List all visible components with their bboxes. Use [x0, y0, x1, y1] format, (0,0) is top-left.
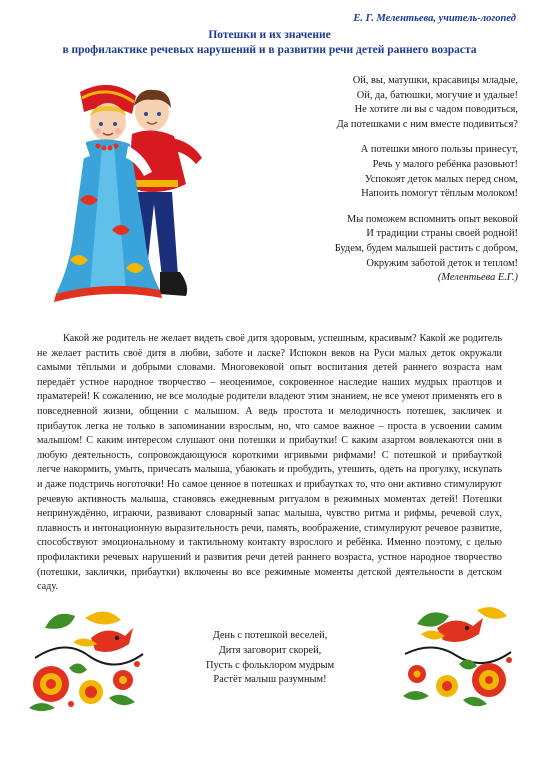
- document-title: [0, 28, 539, 58]
- khokhloma-ornament-left: [25, 598, 153, 716]
- closing-line: Дитя заговорит скорей,: [218, 644, 322, 656]
- poem-line: Напоить помогут тёплым молоком!: [361, 188, 518, 200]
- title-line-2: в профилактике речевых нарушений и в развитии речи детей раннего возраста: [62, 44, 477, 56]
- poem-stanza: [248, 74, 518, 132]
- poem-signature: (Мелентьева Е.Г.): [437, 272, 518, 284]
- closing-line: День с потешкой веселей,: [212, 630, 328, 641]
- poem-line: Да потешками с ним вместе подивиться?: [336, 118, 518, 130]
- poem-line: Окружим заботой деток и теплом!: [366, 257, 518, 269]
- poem-stanza: [248, 213, 518, 286]
- poem-line: Мы поможем вспомнить опыт вековой: [347, 213, 518, 225]
- main-paragraph: Какой же родитель не желает видеть своё дитя здоровым, успешным, красивым? Какой же родитель не желает растить своё дитя в любви, заботе и ласке? Испокон веков на Руси малых деток окружали самыми тёплыми и добрыми словами. Многовековой опыт воспитания детей раннего возраста нам передаёт устное народное творчество – неоценимое, сокровенное наследие наших мудрых праотцов и праматерей! К сожалению, не все молодые родители владеют этим знанием, не все умеют применять его в повседневной жизни, общении с малышом. А ведь простота и мелодичность потешек, закличек и прибауток легка не только в запоминании взрослым, но, что самое важное – проста в усвоении самим малышом! С каким интересом слушают они потешки и прибаутки! С каким азартом вовлекаются они в любую деятельность, сопровождающуюся короткими игривыми рифмами! С потешкой и прибауткой легче накормить, умыть, причесать малыша, убаюкать и пробудить, утешить, одеть на прогулку, искупать и даже подстричь ноготочки! Но самое ценное в потешках и прибаутках то, что они активно стимулируют речевую активность малыша, становясь ежедневным ритуалом в режимных моментах детей! Потешки непринуждённо, играючи, развивают словарный запас малыша, чувство ритма и рифмы, речевой слух, плавность и интонационную выразительность речи, память, воображение, стимулируют речевое развитие, способствуют эмоциональному и тактильному контакту взрослого и ребёнка. Именно поэтому, с целью профилактики речевых нарушений и развития речи детей раннего возраста, устное народное творчество (потешки, заклички, прибаутки) включены во все режимные моменты детской деятельности в детском саду.: [37, 333, 502, 593]
- title-line-1: Потешки и их значение: [208, 29, 331, 41]
- folk-children-illustration: [40, 80, 210, 312]
- poem-line: Ой, да, батюшки, могучие и удалые!: [356, 89, 518, 101]
- closing-poem: [170, 629, 370, 688]
- poem-line: Ой, вы, матушки, красавицы младые,: [352, 75, 518, 86]
- poem-line: Не хотите ли вы с чадом поводиться,: [354, 104, 518, 116]
- poem-line: А потешки много пользы принесут,: [360, 144, 518, 156]
- closing-line: Пусть с фольклором мудрым: [205, 659, 335, 671]
- poem-line: Будем, будем малышей растить с добром,: [334, 242, 518, 254]
- closing-line: Растёт малыш разумным!: [213, 674, 327, 686]
- poem-line: Речь у малого ребёнка разовьют!: [372, 158, 518, 170]
- author-line: Е. Г. Мелентьева, учитель-логопед: [353, 13, 516, 24]
- poem-stanza: [248, 143, 518, 201]
- khokhloma-ornament-right: [397, 600, 517, 710]
- poem-line: Успокоят деток малых перед сном,: [364, 173, 518, 185]
- poem-line: И традиции страны своей родной!: [366, 228, 518, 240]
- intro-poem: [248, 74, 518, 286]
